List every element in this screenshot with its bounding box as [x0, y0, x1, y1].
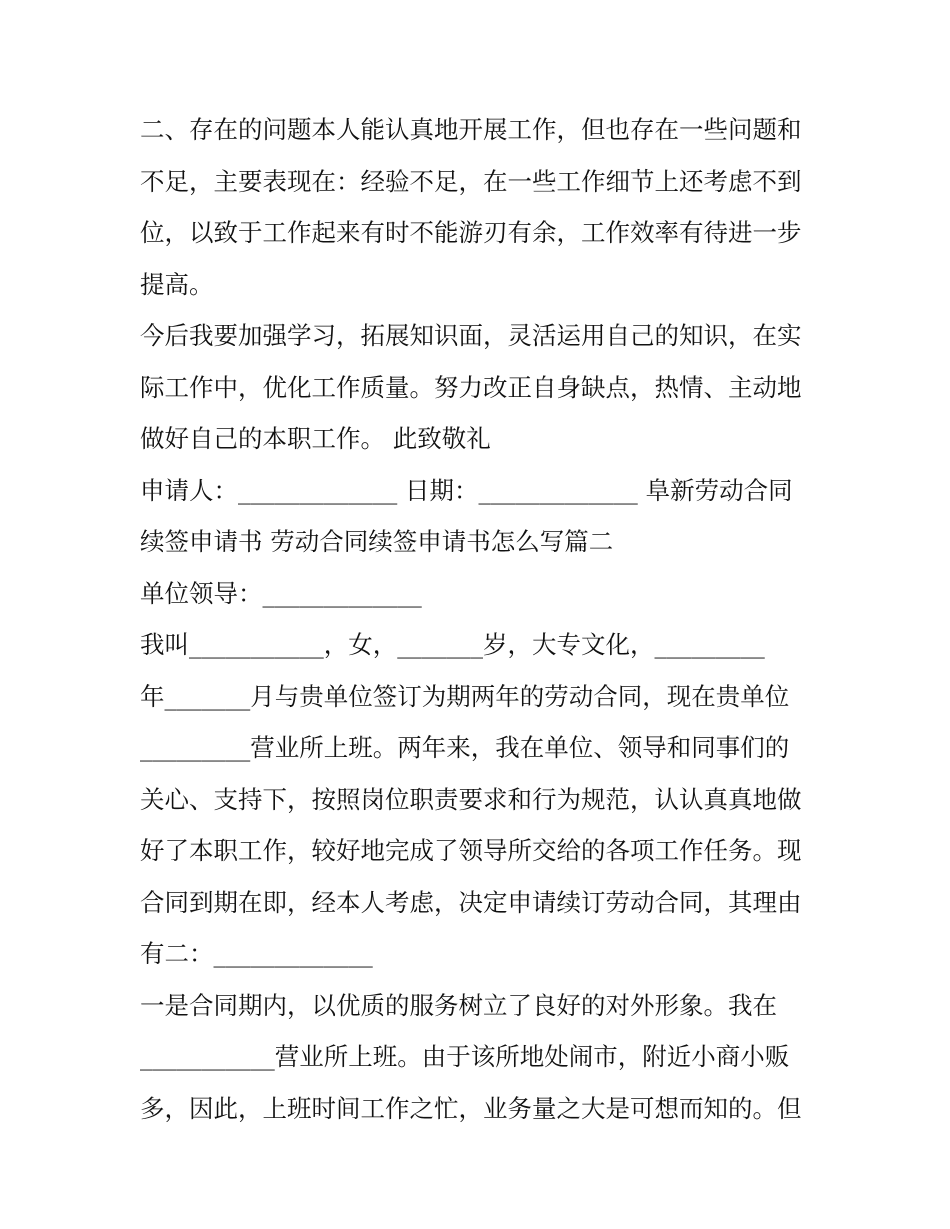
text-line: 一是合同期内，以优质的服务树立了良好的对外形象。我在	[140, 990, 777, 1020]
text-line: 我叫___________，女，_______岁，大专文化，_________	[140, 630, 765, 659]
text-line: 多，因此，上班时间工作之忙，业务量之大是可想而知的。但	[140, 1093, 802, 1123]
text-line: 关心、支持下，按照岗位职责要求和行为规范，认认真真地做	[140, 784, 802, 814]
text-line: 做好自己的本职工作。 此致敬礼	[140, 424, 491, 453]
text-line: 年_______月与贵单位签订为期两年的劳动合同，现在贵单位	[140, 681, 790, 711]
text-line: _________营业所上班。两年来，我在单位、领导和同事们的	[140, 733, 790, 762]
text-line: 今后我要加强学习，拓展知识面，灵活运用自己的知识，在实	[140, 321, 802, 350]
text-line: 申请人：_____________ 日期：_____________ 阜新劳动合同	[140, 475, 793, 505]
text-line: 好了本职工作，较好地完成了领导所交给的各项工作任务。现	[140, 836, 802, 865]
text-line: ___________营业所上班。由于该所地处闹市，附近小商小贩	[140, 1042, 790, 1071]
text-line: 二、存在的问题本人能认真地开展工作，但也存在一些问题和	[140, 115, 802, 144]
text-line: 续签申请书 劳动合同续签申请书怎么写篇二	[140, 527, 614, 556]
text-line: 合同到期在即，经本人考虑，决定申请续订劳动合同，其理由	[140, 887, 802, 917]
text-line: 提高。	[140, 269, 214, 299]
text-line: 位，以致于工作起来有时不能游刃有余，工作效率有待进一步	[140, 218, 802, 247]
document-body	[140, 104, 820, 1134]
text-line: 际工作中，优化工作质量。努力改正自身缺点，热情、主动地	[140, 372, 802, 402]
text-line: 单位领导：_____________	[140, 578, 422, 608]
text-line: 不足，主要表现在：经验不足，在一些工作细节上还考虑不到	[140, 166, 802, 196]
text-line: 有二：_____________	[140, 939, 373, 968]
